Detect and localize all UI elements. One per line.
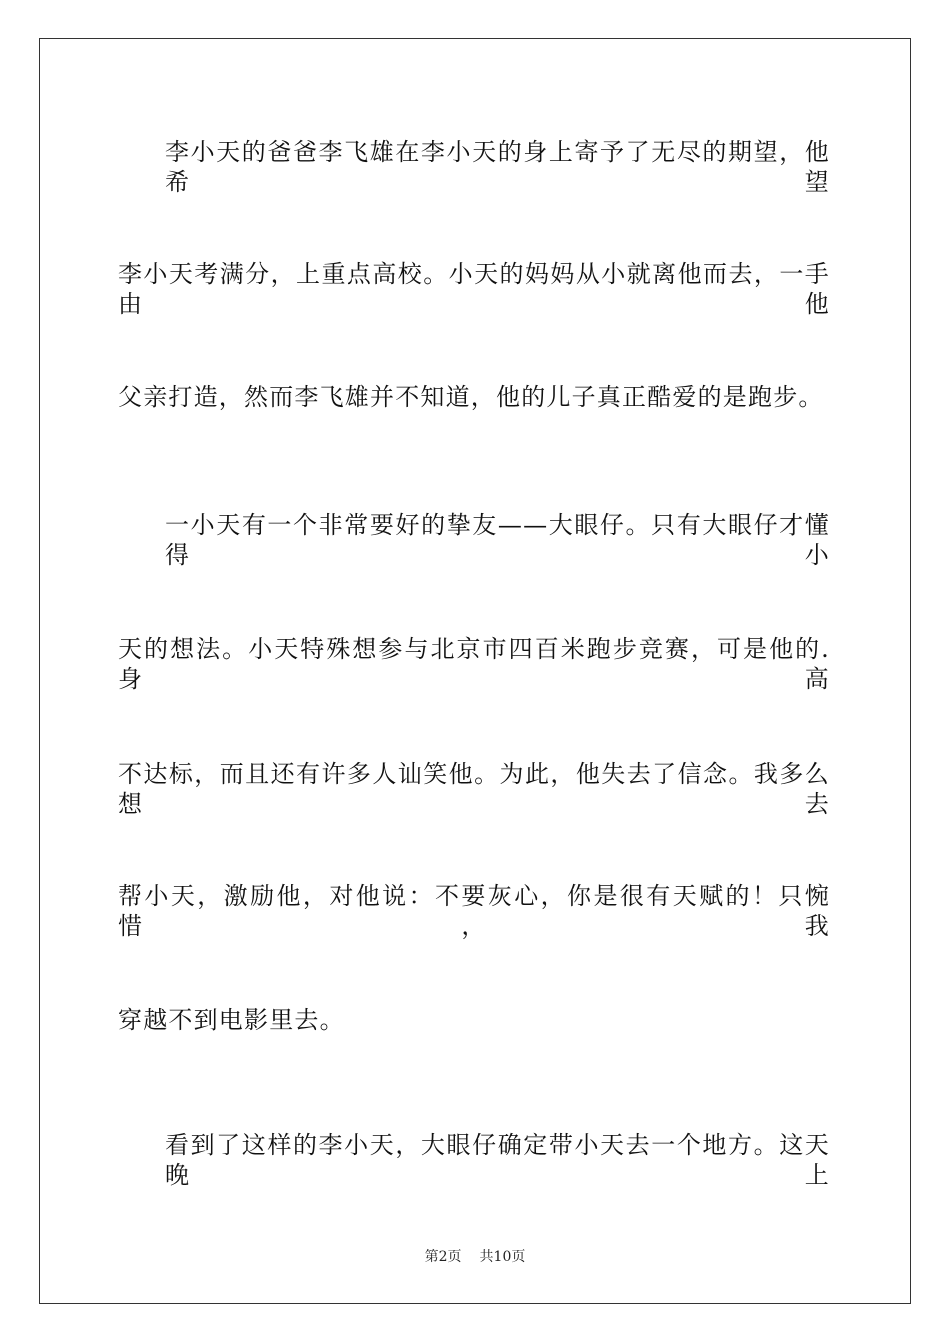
paragraph-3-line-1: 看到了这样的李小天，大眼仔确定带小天去一个地方。这天晚上 xyxy=(165,1131,830,1189)
paragraph-2-line-3: 不达标，而且还有许多人讪笑他。为此，他失去了信念。我多么想去 xyxy=(118,760,830,818)
paragraph-1-line-3: 父亲打造，然而李飞雄并不知道，他的儿子真正酷爱的是跑步。 xyxy=(118,383,824,411)
page-footer xyxy=(0,1247,950,1267)
paragraph-2-line-4: 帮小天，激励他，对他说：不要灰心，你是很有天赋的！只惋惜，我 xyxy=(118,882,830,940)
paragraph-2-line-2: 天的想法。小天特殊想参与北京市四百米跑步竞赛，可是他的.身高 xyxy=(118,635,830,693)
paragraph-1-line-1: 李小天的爸爸李飞雄在李小天的身上寄予了无尽的期望，他希望 xyxy=(165,138,830,196)
page-number: 第2页 xyxy=(424,1249,462,1265)
paragraph-2-line-5: 穿越不到电影里去。 xyxy=(118,1006,345,1034)
paragraph-2-line-1: 一小天有一个非常要好的挚友——大眼仔。只有大眼仔才懂得小 xyxy=(165,511,830,569)
paragraph-1-line-2: 李小天考满分，上重点高校。小天的妈妈从小就离他而去，一手由他 xyxy=(118,260,830,318)
page-total: 共10页 xyxy=(479,1249,526,1265)
